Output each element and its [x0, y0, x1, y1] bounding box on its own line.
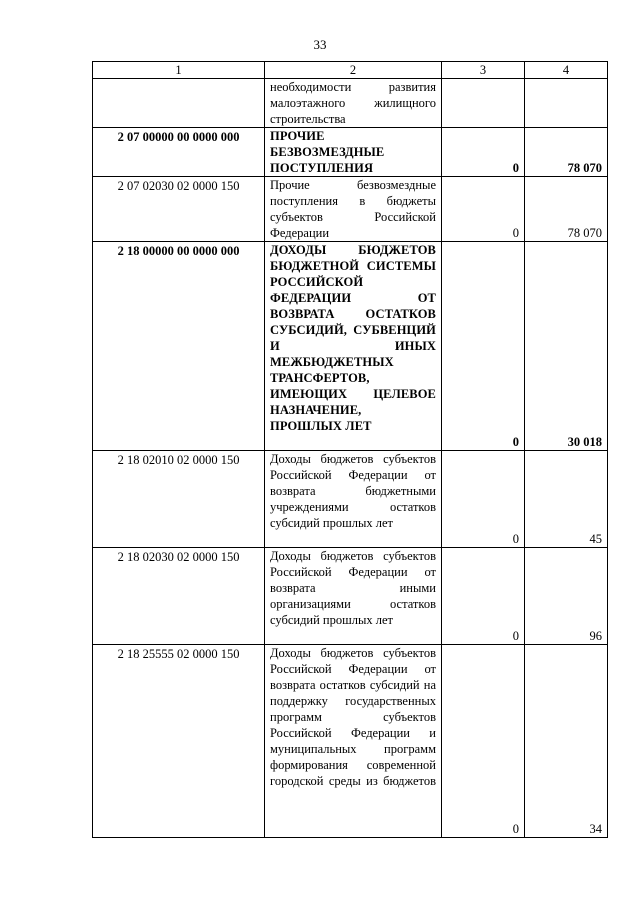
row-name: Доходы бюджетов субъектов Российской Федерации от возврата бюджетными учреждениями остатков субсидий прошлых лет [265, 451, 442, 548]
row-col4: 45 [525, 451, 608, 548]
row-col3 [442, 79, 525, 128]
column-header-4: 4 [525, 62, 608, 79]
row-code: 2 18 25555 02 0000 150 [93, 645, 265, 838]
row-name: ДОХОДЫ БЮДЖЕТОВ БЮДЖЕТНОЙ СИСТЕМЫ РОССИЙСКОЙ ФЕДЕРАЦИИ ОТ ВОЗВРАТА ОСТАТКОВ СУБСИДИЙ, СУБВЕНЦИЙ И ИНЫХ МЕЖБЮДЖЕТНЫХ ТРАНСФЕРТОВ, ИМЕЮЩИХ ЦЕЛЕВОЕ НАЗНАЧЕНИЕ, ПРОШЛЫХ ЛЕТ [265, 242, 442, 451]
row-col3: 0 [442, 177, 525, 242]
row-col4: 34 [525, 645, 608, 838]
column-header-1: 1 [93, 62, 265, 79]
row-col4 [525, 79, 608, 128]
row-col4: 78 070 [525, 177, 608, 242]
table-header-row [93, 62, 608, 79]
row-col4: 78 070 [525, 128, 608, 177]
column-header-2: 2 [265, 62, 442, 79]
row-code: 2 18 00000 00 0000 000 [93, 242, 265, 451]
row-col3: 0 [442, 645, 525, 838]
row-code: 2 07 00000 00 0000 000 [93, 128, 265, 177]
table-row [93, 242, 608, 451]
row-col4: 30 018 [525, 242, 608, 451]
revenue-table [92, 61, 608, 838]
table-row [93, 177, 608, 242]
row-col3: 0 [442, 242, 525, 451]
row-col4: 96 [525, 548, 608, 645]
row-name: необходимости развития малоэтажного жилищного строительства [265, 79, 442, 128]
row-name: Прочие безвозмездные поступления в бюджеты субъектов Российской Федерации [265, 177, 442, 242]
column-header-3: 3 [442, 62, 525, 79]
table-row [93, 645, 608, 838]
table-row [93, 128, 608, 177]
table-row [93, 451, 608, 548]
row-code: 2 18 02030 02 0000 150 [93, 548, 265, 645]
row-name: ПРОЧИЕ БЕЗВОЗМЕЗДНЫЕ ПОСТУПЛЕНИЯ [265, 128, 442, 177]
row-col3: 0 [442, 128, 525, 177]
row-name: Доходы бюджетов субъектов Российской Федерации от возврата остатков субсидий на поддержку государственных программ субъектов Российской Федерации и муниципальных программ формирования современной городской среды из бюджетов [265, 645, 442, 838]
row-code: 2 07 02030 02 0000 150 [93, 177, 265, 242]
table-row [93, 548, 608, 645]
row-col3: 0 [442, 548, 525, 645]
page-number: 33 [313, 37, 327, 52]
row-code: 2 18 02010 02 0000 150 [93, 451, 265, 548]
row-name: Доходы бюджетов субъектов Российской Федерации от возврата иными организациями остатков субсидий прошлых лет [265, 548, 442, 645]
row-col3: 0 [442, 451, 525, 548]
row-code [93, 79, 265, 128]
table-row [93, 79, 608, 128]
